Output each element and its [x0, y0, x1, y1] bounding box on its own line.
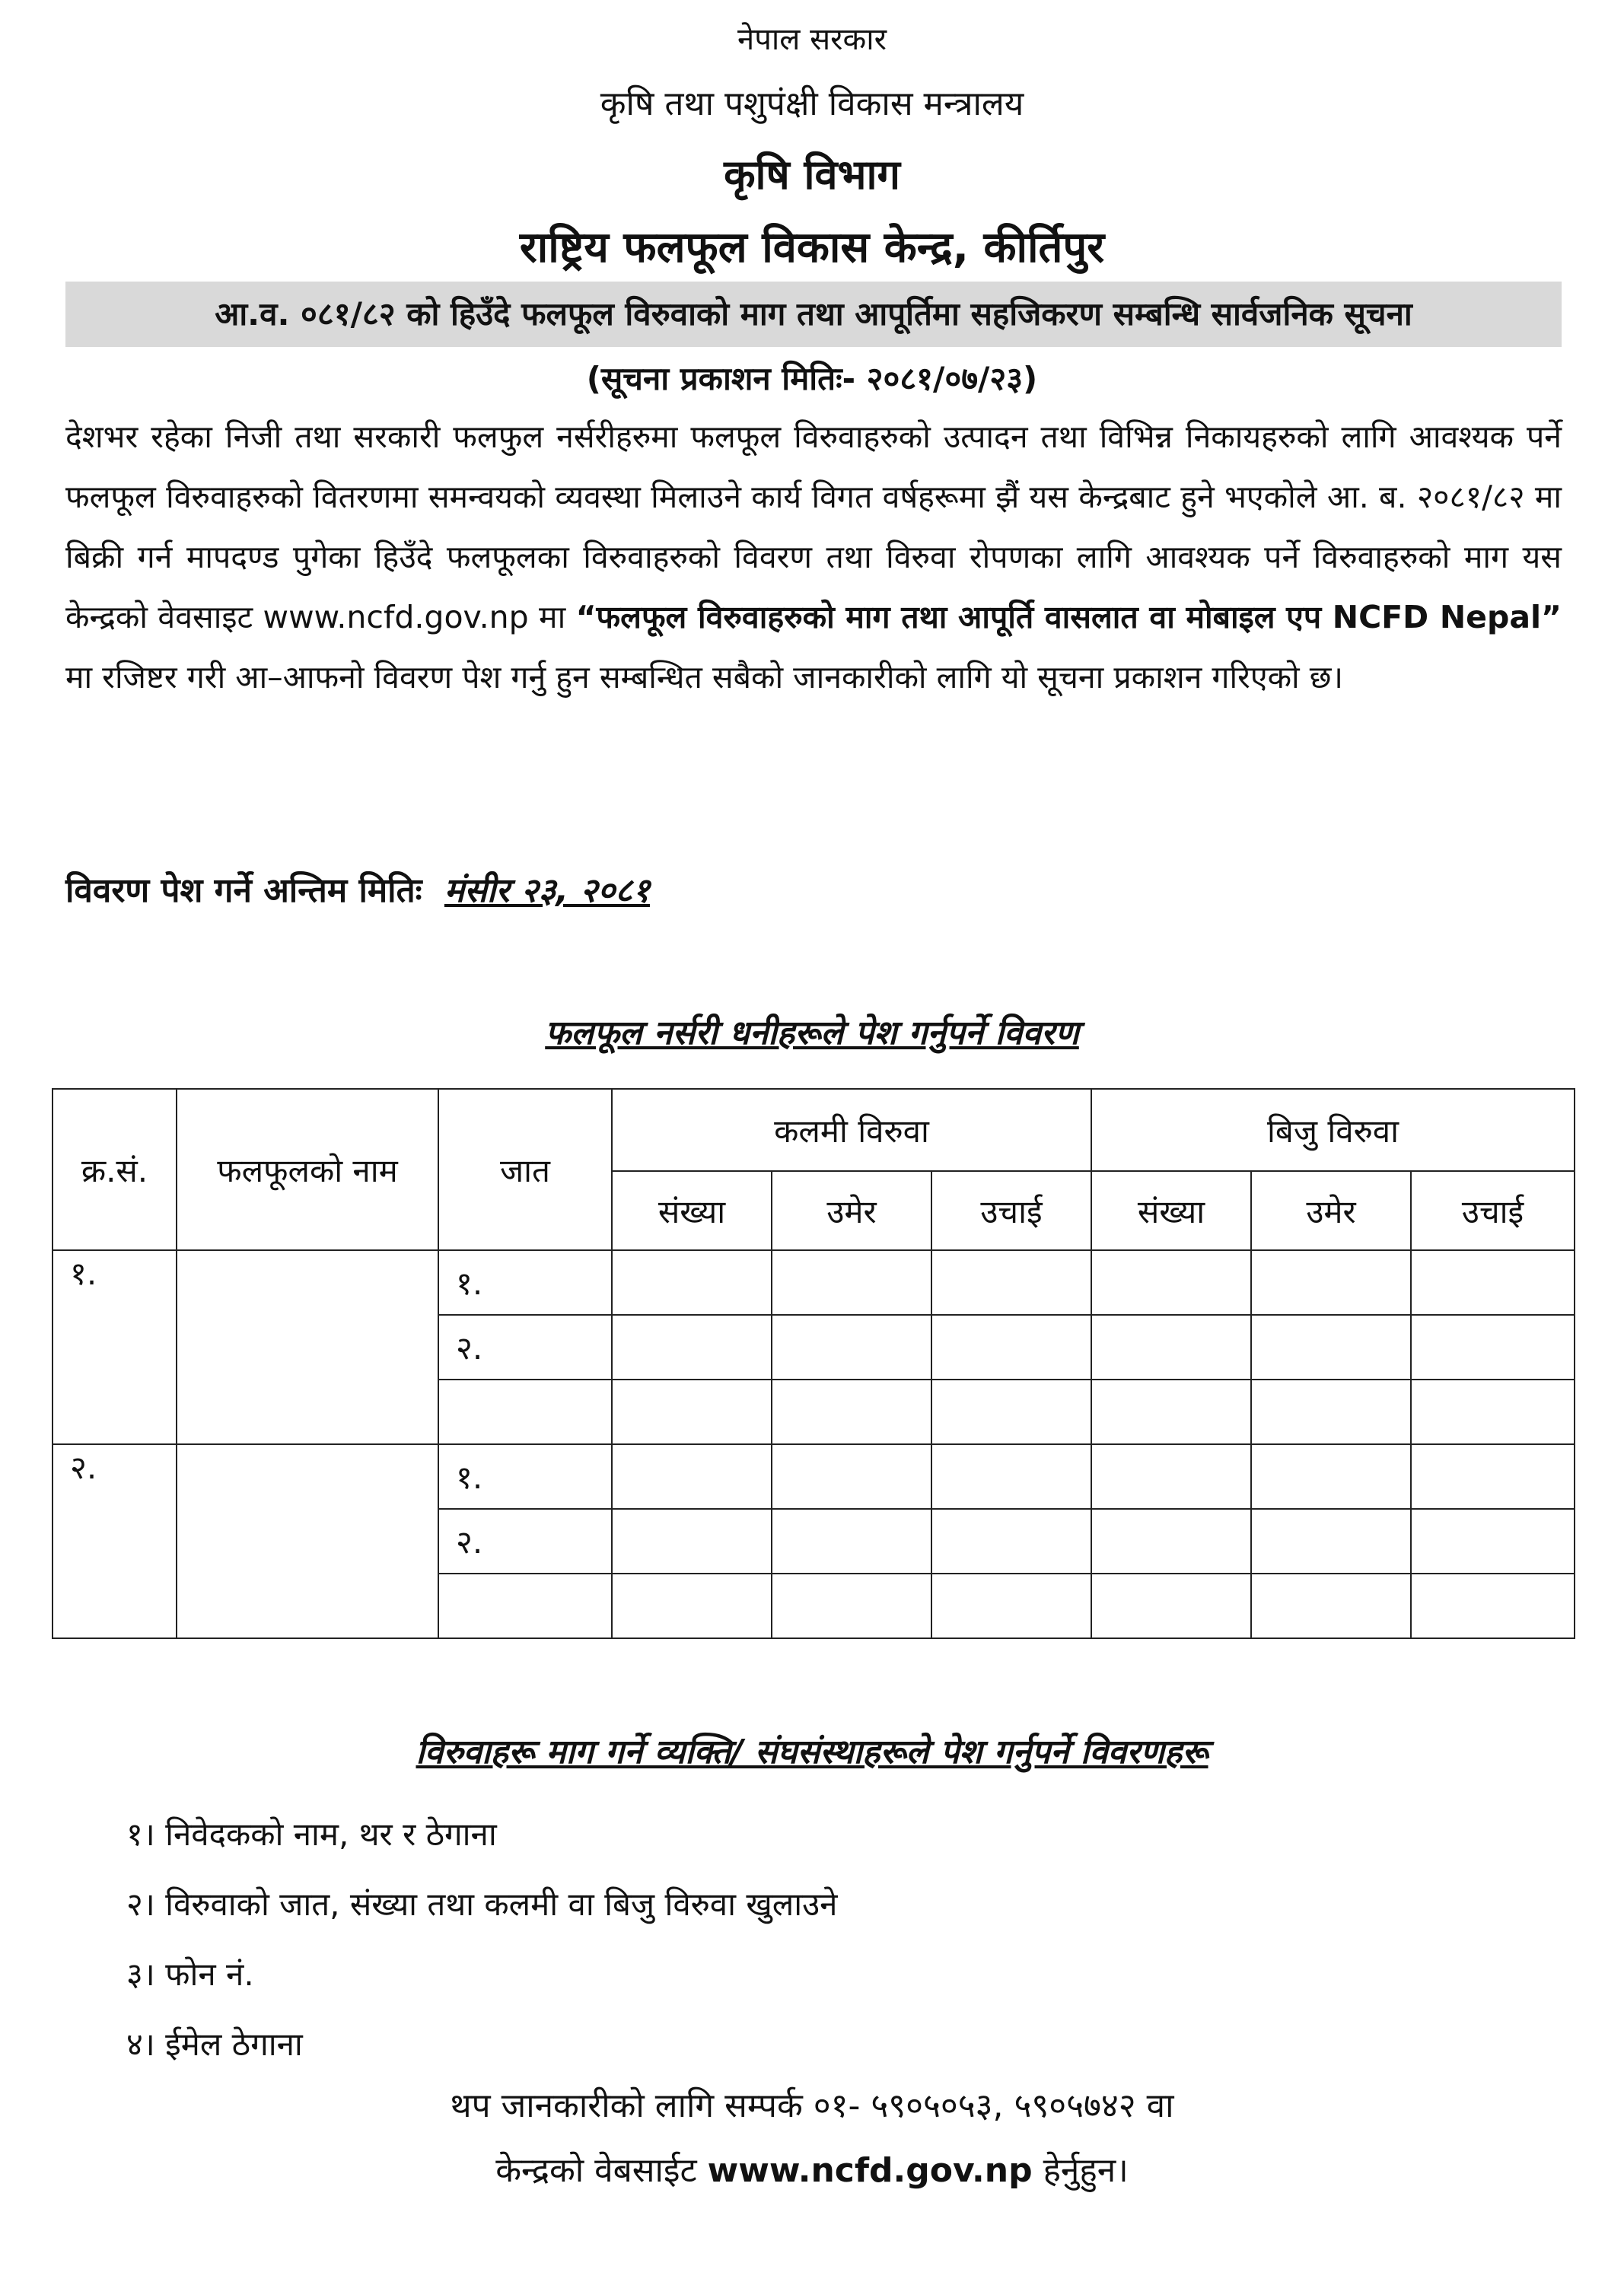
- data-cell: [1091, 1509, 1251, 1574]
- variety-cell: [438, 1380, 612, 1444]
- header-fruit-name: फलफूलको नाम: [177, 1089, 438, 1250]
- variety-cell: १.: [438, 1250, 612, 1315]
- data-cell: [772, 1444, 931, 1509]
- data-cell: [1091, 1250, 1251, 1315]
- data-cell: [772, 1574, 931, 1638]
- data-cell: [1411, 1315, 1575, 1380]
- website-line: [0, 2146, 1624, 2191]
- website-prefix: केन्द्रको वेबसाईट: [495, 2151, 708, 2190]
- variety-cell: २.: [438, 1509, 612, 1574]
- data-cell: [1411, 1444, 1575, 1509]
- data-cell: [1091, 1315, 1251, 1380]
- table-row: [53, 1250, 1575, 1315]
- data-cell: [1091, 1574, 1251, 1638]
- header-grafted-age: उमेर: [772, 1171, 931, 1250]
- contact-line: थप जानकारीको लागि सम्पर्क ०१- ५९०५०५३, ५९०५७४२ वा: [450, 2086, 1174, 2125]
- deadline-date: मंसीर २३, २०८१: [444, 871, 650, 910]
- section2-title: विरुवाहरू माग गर्ने व्यक्ति/ संघसंस्थाहरूले पेश गर्नुपर्ने विवरणहरू: [416, 1733, 1208, 1771]
- data-cell: [772, 1380, 931, 1444]
- department-heading: कृषि विभाग: [724, 151, 900, 199]
- data-cell: [1251, 1250, 1411, 1315]
- notice-title-banner: आ.व. ०८१/८२ को हिउँदे फलफूल विरुवाको माग तथा आपूर्तिमा सहजिकरण सम्बन्धि सार्वजनिक सूचना: [65, 282, 1562, 347]
- fruit-name-cell: [177, 1250, 438, 1444]
- list-item: १। निवेदकको नाम, थर र ठेगाना: [126, 1816, 497, 1853]
- variety-cell: १.: [438, 1444, 612, 1509]
- publish-date: (सूचना प्रकाशन मितिः- २०८१/०७/२३): [586, 360, 1038, 397]
- data-cell: [612, 1574, 772, 1638]
- header-variety: जात: [438, 1089, 612, 1250]
- notice-body-part2: मा रजिष्टर गरी आ–आफनो विवरण पेश गर्नु हुन सम्बन्धित सबैको जानकारीको लागि यो सूचना प्रकाशन गरिएको छ।: [65, 659, 1343, 695]
- data-cell: [1411, 1574, 1575, 1638]
- list-item: ३। फोन नं.: [126, 1956, 254, 1993]
- data-cell: [1251, 1509, 1411, 1574]
- data-cell: [1091, 1444, 1251, 1509]
- data-cell: [1411, 1250, 1575, 1315]
- data-cell: [612, 1380, 772, 1444]
- website-suffix: हेर्नुहुन।: [1032, 2151, 1129, 2190]
- data-cell: [612, 1315, 772, 1380]
- header-seedling-height: उचाई: [1411, 1171, 1575, 1250]
- header-grafted-plants: कलमी विरुवा: [612, 1089, 1091, 1171]
- header-seedling-count: संख्या: [1091, 1171, 1251, 1250]
- data-cell: [772, 1250, 931, 1315]
- ministry-heading: कृषि तथा पशुपंक्षी विकास मन्त्रालय: [600, 84, 1024, 123]
- data-cell: [931, 1444, 1091, 1509]
- center-heading: राष्ट्रिय फलफूल विकास केन्द्र, कीर्तिपुर: [519, 223, 1105, 272]
- data-cell: [931, 1509, 1091, 1574]
- nursery-details-table: [52, 1088, 1575, 1639]
- data-cell: [931, 1380, 1091, 1444]
- data-cell: [1251, 1380, 1411, 1444]
- notice-body: [65, 407, 1562, 708]
- header-seedling-plants: बिजु विरुवा: [1091, 1089, 1575, 1171]
- deadline-line: [65, 866, 650, 912]
- header-sn: क्र.सं.: [53, 1089, 177, 1250]
- sn-cell: २.: [53, 1444, 177, 1638]
- data-cell: [1411, 1380, 1575, 1444]
- variety-cell: [438, 1574, 612, 1638]
- data-cell: [612, 1444, 772, 1509]
- sn-cell: १.: [53, 1250, 177, 1444]
- header-grafted-count: संख्या: [612, 1171, 772, 1250]
- data-cell: [931, 1315, 1091, 1380]
- table-row: [53, 1444, 1575, 1509]
- deadline-label: विवरण पेश गर्ने अन्तिम मितिः: [65, 871, 422, 910]
- data-cell: [772, 1509, 931, 1574]
- data-cell: [772, 1315, 931, 1380]
- header-seedling-age: उमेर: [1251, 1171, 1411, 1250]
- website-link[interactable]: www.ncfd.gov.np: [707, 2151, 1033, 2190]
- data-cell: [612, 1509, 772, 1574]
- data-cell: [931, 1250, 1091, 1315]
- fruit-name-cell: [177, 1444, 438, 1638]
- data-cell: [1411, 1509, 1575, 1574]
- data-cell: [1091, 1380, 1251, 1444]
- notice-body-highlight: “फलफूल विरुवाहरुको माग तथा आपूर्ति वासलात वा मोबाइल एप NCFD Nepal”: [575, 599, 1562, 635]
- data-cell: [931, 1574, 1091, 1638]
- variety-cell: २.: [438, 1315, 612, 1380]
- section1-title: फलफूल नर्सरी धनीहरूले पेश गर्नुपर्ने विवरण: [545, 1014, 1079, 1052]
- government-heading: नेपाल सरकार: [737, 22, 887, 57]
- list-item: ४। ईमेल ठेगाना: [126, 2026, 303, 2063]
- header-grafted-height: उचाई: [931, 1171, 1091, 1250]
- data-cell: [1251, 1315, 1411, 1380]
- list-item: २। विरुवाको जात, संख्या तथा कलमी वा बिजु विरुवा खुलाउने: [126, 1886, 838, 1923]
- notice-body-part1: देशभर रहेका निजी तथा सरकारी फलफुल नर्सरीहरुमा फलफूल विरुवाहरुको उत्पादन तथा विभिन्न निकायहरुको लागि आवश्यक पर्ने फलफूल विरुवाहरुको वितरणमा समन्वयको व्यवस्था मिलाउने कार्य विगत वर्षहरूमा झैं यस केन्द्रबाट हुने भएकोले आ. ब. २०८१/८२ मा बिक्री गर्न मापदण्ड पुगेका हिउँदे फलफूलका विरुवाहरुको विवरण तथा विरुवा रोपणका लागि आवश्यक पर्ने विरुवाहरुको माग यस केन्द्रको वेवसाइट www.ncfd.gov.np मा: [65, 419, 1562, 635]
- data-cell: [612, 1250, 772, 1315]
- data-cell: [1251, 1444, 1411, 1509]
- data-cell: [1251, 1574, 1411, 1638]
- requirements-list: [126, 1800, 837, 2080]
